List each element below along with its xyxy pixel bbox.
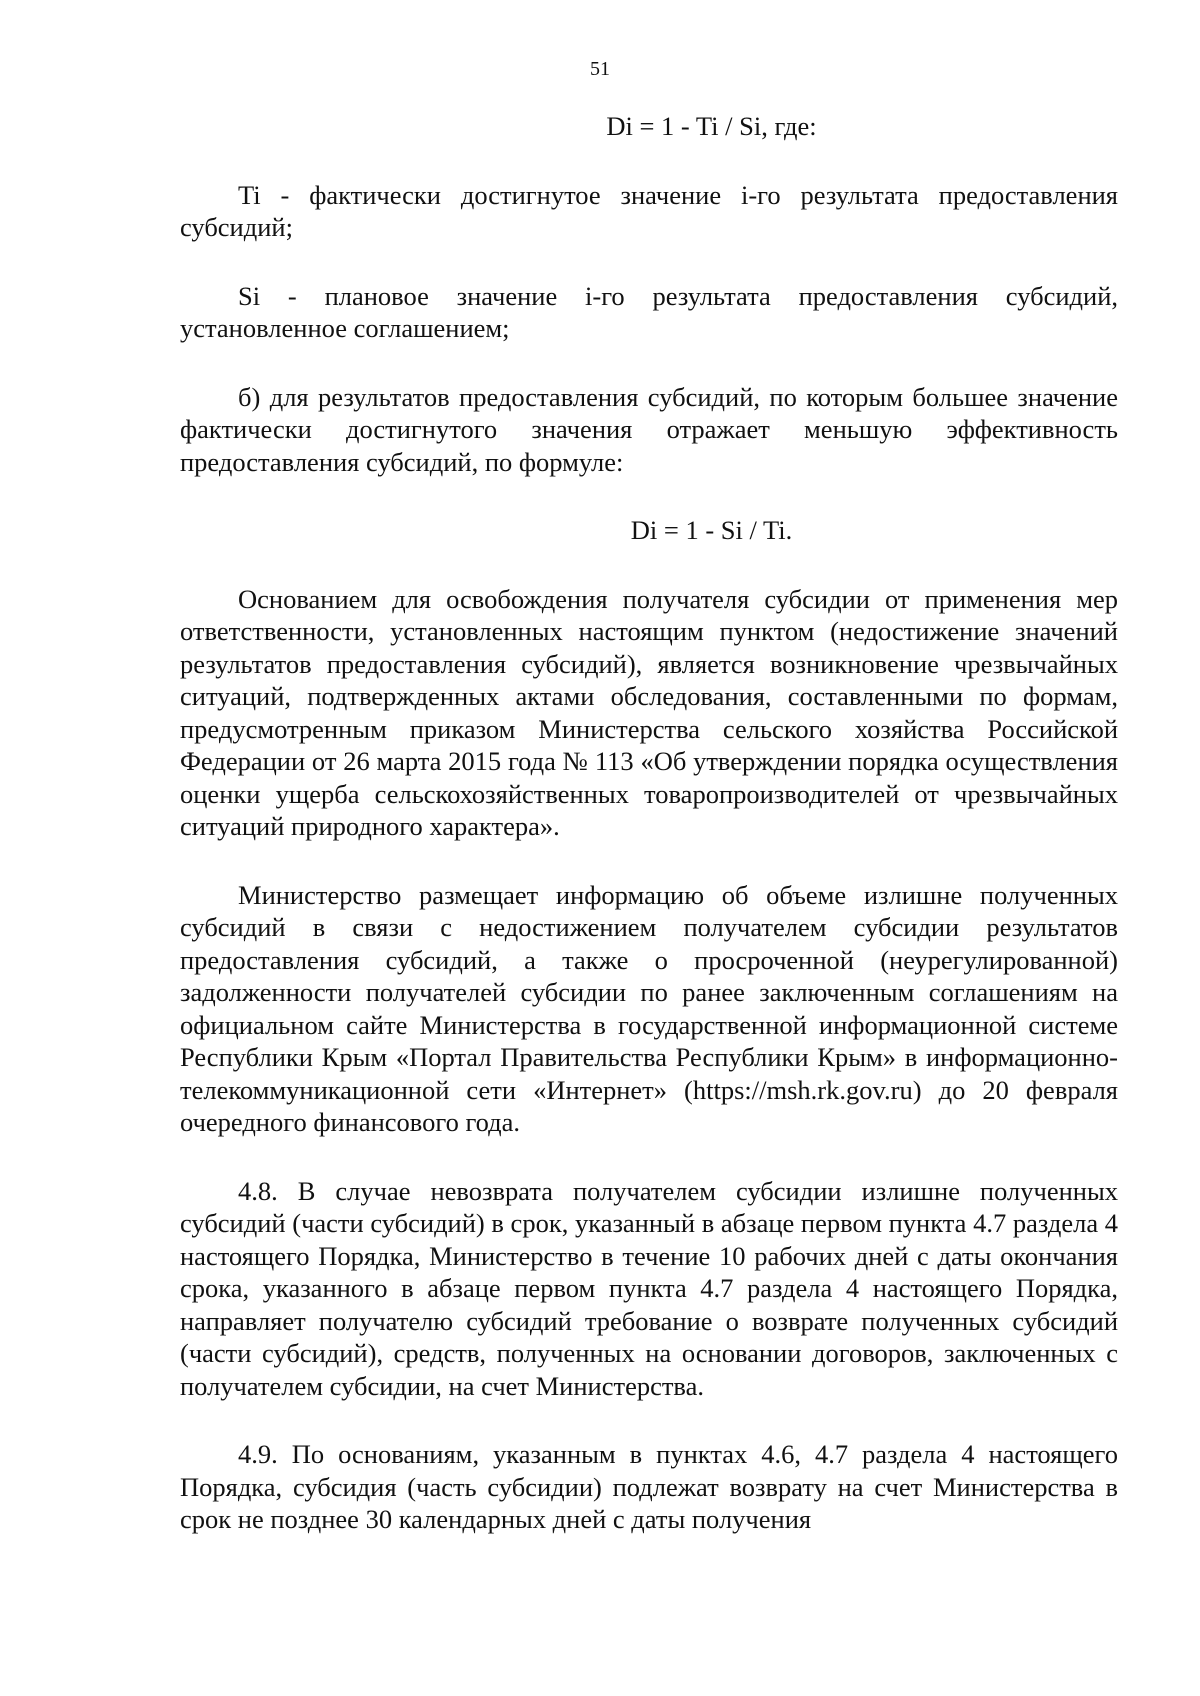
paragraph-exemption-grounds: Основанием для освобождения получателя субсидии от применения мер ответственности, установленных настоящим пунктом (недостижение значений результатов предоставления субсидий), является возникновение чрезвычайных ситуаций, подтвержденных актами обследования, составленными по формам, предусмотренным приказом Министерства сельского хозяйства Российской Федерации от 26 марта 2015 года № 113 «Об утверждении порядка осуществления оценки ущерба сельскохозяйственных товаропроизводителей от чрезвычайных ситуаций природного характера».	[180, 583, 1118, 841]
paragraph-4-8: 4.8. В случае невозврата получателем субсидии излишне полученных субсидий (части субсидий) в срок, указанный в абзаце первом пункта 4.7 раздела 4 настоящего Порядка, Министерство в течение 10 рабочих дней с даты окончания срока, указанного в абзаце первом пункта 4.7 раздела 4 настоящего Порядка, направляет получателю субсидий требование о возврате полученных субсидий (части субсидий), средств, полученных на основании договоров, заключенных с получателем субсидии, на счет Министерства.	[180, 1175, 1118, 1401]
paragraph-si-definition: Si - плановое значение i-го результата предоставления субсидий, установленное соглашением;	[180, 280, 1118, 343]
page-number: 51	[590, 58, 610, 80]
paragraph-formula-b: б) для результатов предоставления субсидий, по которым большее значение фактически достигнутого значения отражает меньшую эффективность предоставления субсидий, по формуле:	[180, 381, 1118, 477]
formula-di-si-ti: Di = 1 - Si / Ti.	[630, 515, 793, 545]
paragraph-4-9: 4.9. По основаниям, указанным в пунктах 4.6, 4.7 раздела 4 настоящего Порядка, субсидия (часть субсидии) подлежат возврату на счет Министерства в срок не позднее 30 календарных дней с даты получения	[180, 1439, 1118, 1534]
document-body	[180, 110, 1118, 1536]
paragraph-ti-definition: Ti - фактически достигнутое значение i-го результата предоставления субсидий;	[180, 179, 1118, 242]
formula-di-ti-si: Di = 1 - Ti / Si, где:	[606, 111, 817, 141]
paragraph-ministry-publishes: Министерство размещает информацию об объеме излишне полученных субсидий в связи с недостижением получателем субсидии результатов предоставления субсидий, а также о просроченной (неурегулированной) задолженности получателей субсидии по ранее заключенным соглашениям на официальном сайте Министерства в государственной информационной системе Республики Крым «Портал Правительства Республики Крым» в информационно-телекоммуникационной сети «Интернет» (https://msh.rk.gov.ru) до 20 февраля очередного финансового года.	[180, 879, 1118, 1137]
